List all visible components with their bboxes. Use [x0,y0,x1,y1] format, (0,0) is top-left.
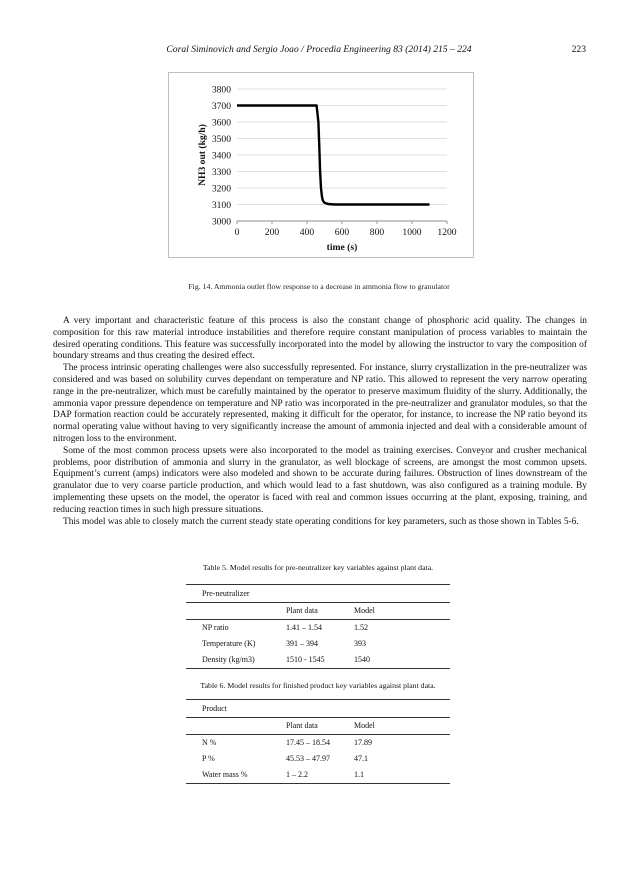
running-header: Coral Siminovich and Sergio Joao / Procedia Engineering 83 (2014) 215 – 224 [166,44,472,55]
table-row [186,751,450,767]
plant-data-value: 1.41 – 1.54 [286,623,322,632]
y-tick-label: 3200 [211,183,231,195]
column-header-plant-data: Plant data [286,606,318,615]
y-tick-label: 3500 [211,133,231,145]
column-header-model: Model [354,606,375,615]
body-text [53,316,587,528]
y-tick-label: 3400 [211,150,231,162]
table-row [186,636,450,652]
x-tick-label: 0 [234,227,240,238]
table-5-caption: Table 5. Model results for pre-neutralizer key variables against plant data. [202,563,434,572]
x-tick-label: 400 [299,227,315,238]
line-chart [169,73,473,257]
table-5 [186,563,450,688]
plant-data-value: 1 – 2.2 [286,770,308,779]
row-label: N % [202,738,217,747]
x-tick-label: 800 [369,227,385,238]
plant-data-value: 391 – 394 [286,639,318,648]
table-header-row [186,718,450,735]
table-6 [186,681,450,806]
row-label: Water mass % [202,770,248,779]
row-label: Density (kg/m3) [202,655,255,664]
paragraph-3: Some of the most common process upsets were also incorporated to the model as training exercises. Conveyor and crusher mechanical problems, poor distribution of ammonia and slurry in the granulator, as well blockage of screens, are amongst the most common upsets. Equipment’s current (amps) indicators were also modeled and shown to be accurate during failures. Obstruction of lines downstream of the granulator due to very coarse particle production, and which would lead to a fast shutdown, was also configured as a training module. By implementing these upsets on the model, the operator is faced with real and common issues occurring at the plant, exposing, training, and reducing reaction times in such high pressure situations. [53,445,587,515]
table-row [186,767,450,783]
x-tick-label: 600 [334,227,350,238]
y-tick-label: 3600 [211,117,231,129]
paragraph-1: A very important and characteristic feature of this process is also the constant change of phosphoric acid quality. The changes in composition for this raw material introduce instabilities and therefore require constant manipulation of process variables to maintain the desired operating conditions. This feature was successfully incorporated into the model by allowing the instructor to vary the composition of boundary streams and thus creating the desired effect. [53,316,587,362]
row-label: P % [202,754,215,763]
table-6-section: Product [186,700,450,718]
page-number: 223 [571,44,586,55]
y-tick-label: 3300 [211,166,231,178]
figure-14-chart [168,72,474,258]
x-tick-label: 1000 [402,227,422,238]
x-axis-title: time (s) [326,242,358,253]
row-label: NP ratio [202,623,229,632]
model-value: 1.52 [354,623,368,632]
plant-data-value: 1510 - 1545 [286,655,325,664]
y-axis-title: NH3 out (kg/h) [197,124,208,186]
plant-data-value: 17.45 – 18.54 [286,738,330,747]
table-5-section: Pre-neutralizer [186,585,450,603]
model-value: 393 [354,639,366,648]
page-header [0,44,638,58]
column-header-model: Model [354,721,375,730]
table-5-grid [186,584,450,669]
figure-caption: Fig. 14. Ammonia outlet flow response to a decrease in ammonia flow to granulator [188,282,450,291]
model-value: 1.1 [354,770,364,779]
row-label: Temperature (K) [202,639,256,648]
y-tick-label: 3800 [211,84,231,96]
paragraph-2: The process intrinsic operating challenges were also successfully represented. For instance, slurry crystallization in the pre-neutralizer was considered and was based on solubility curves dependant on temperature and NP ratio. This allowed to represent the very narrow operating range in the pre-neutralizer, which must be carefully maintained by the operator to preserve maximum fluidity of the slurry. Additionally, the ammonia vapor pressure dependence on temperature and NP ratio was incorporated in the pre-neutralizer and granulator modules, so that the DAP formation reaction could be accurately represented, making it difficult for the operator, for instance, to increase the NP ratio beyond its normal operating value without having to very significantly increase the amount of ammonia injected and deal with a considerable amount of nitrogen loss to the environment. [53,363,587,444]
table-6-caption: Table 6. Model results for finished product key variables against plant data. [200,681,436,690]
x-tick-label: 200 [264,227,280,238]
column-header-plant-data: Plant data [286,721,318,730]
y-tick-label: 3000 [211,216,231,228]
table-header-row [186,603,450,620]
table-row [186,652,450,668]
table-6-grid [186,699,450,784]
y-tick-label: 3700 [211,100,231,112]
paragraph-4: This model was able to closely match the current steady state operating conditions for key parameters, such as those shown in Tables 5-6. [63,516,579,527]
y-tick-label: 3100 [211,199,231,211]
model-value: 1540 [354,655,370,664]
model-value: 47.1 [354,754,368,763]
table-row [186,620,450,636]
table-row [186,735,450,751]
x-tick-label: 1200 [437,227,457,238]
plant-data-value: 45.53 – 47.97 [286,754,330,763]
model-value: 17.89 [354,738,372,747]
